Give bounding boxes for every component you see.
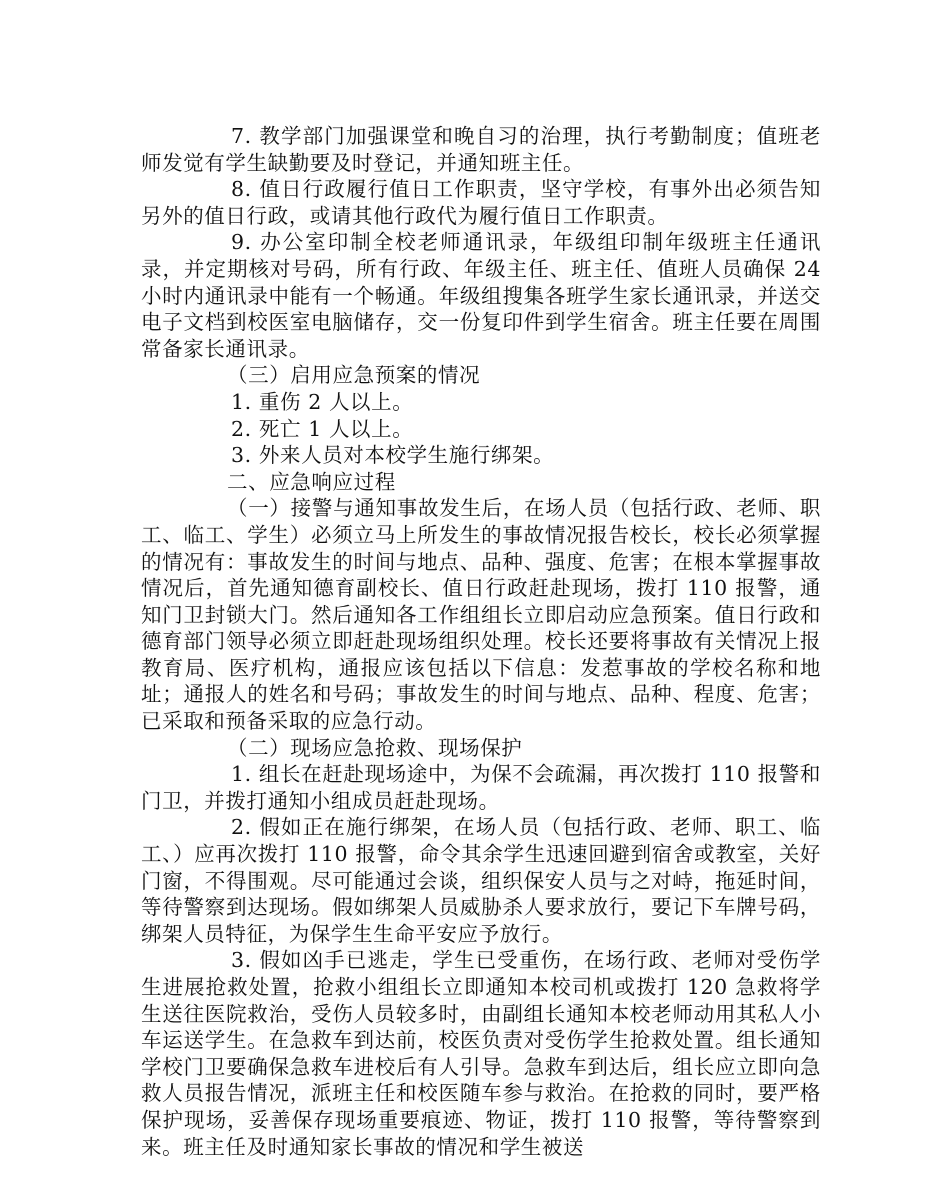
section-heading-activation: （三）启用应急预案的情况 xyxy=(227,363,481,388)
list-item-condition-2: 2. 死亡 1 人以上。 xyxy=(231,416,414,441)
paragraph-rescue-1: 1. 组长在赶赴现场途中，为保不会疏漏，再次拨打 110 报警和门卫，并拨打通知小组成员赶赴现场。 xyxy=(141,762,821,813)
paragraph-rescue-2: 2. 假如正在施行绑架，在场人员（包括行政、老师、职工、临工、）应再次拨打 110 报警，命令其余学生迅速回避到宿舍或教室，关好门窗，不得围观。尽可能通过会谈，组织保安人员与之对峙，拖延时间，等待警察到达现场。假如绑架人员威胁杀人要求放行，要记下车牌号码，绑架人员特征，为保学生生命平安应予放行。 xyxy=(141,815,821,946)
document-body xyxy=(141,123,821,1160)
paragraph-item-9: 9. 办公室印制全校老师通讯录，年级组印制年级班主任通讯录，并定期核对号码，所有行政、年级主任、班主任、值班人员确保 24 小时内通讯录中能有一个畅通。年级组搜集各班学生家长通讯录，并送交电子文档到校医室电脑储存，交一份复印件到学生宿舍。班主任要在周围常备家长通讯录。 xyxy=(141,230,821,361)
list-item-condition-1: 1. 重伤 2 人以上。 xyxy=(231,389,414,414)
paragraph-rescue-3: 3. 假如凶手已逃走，学生已受重伤，在场行政、老师对受伤学生进展抢救处置，抢救小组组长立即通知本校司机或拨打 120 急救将学生送往医院救治，受伤人员较多时，由副组长通知本校老师动用其私人小车运送学生。在急救车到达前，校医负责对受伤学生抢救处置。组长通知学校门卫要确保急救车进校后有人引导。急救车到达后，组长应立即向急救人员报告情况，派班主任和校医随车参与救治。在抢救的同时，要严格保护现场，妥善保存现场重要痕迹、物证，拨打 110 报警，等待警察到来。班主任及时通知家长事故的情况和学生被送 xyxy=(141,948,821,1159)
paragraph-notification: （一）接警与通知事故发生后，在场人员（包括行政、老师、职工、临工、学生）必须立马上所发生的事故情况报告校长，校长必须掌握的情况有：事故发生的时间与地点、品种、强度、危害；在根本掌握事故情况后，首先通知德育副校长、值日行政赶赴现场，拨打 110 报警，通知门卫封锁大门。然后通知各工作组组长立即启动应急预案。值日行政和德育部门领导必须立即赶赴现场组织处理。校长还要将事故有关情况上报教育局、医疗机构，通报应该包括以下信息：发惹事故的学校名称和地址；通报人的姓名和号码；事故发生的时间与地点、品种、程度、危害；已采取和预备采取的应急行动。 xyxy=(141,496,821,734)
paragraph-item-7: 7. 教学部门加强课堂和晚自习的治理，执行考勤制度；值班老师发觉有学生缺勤要及时登记，并通知班主任。 xyxy=(141,124,821,175)
section-heading-rescue: （二）现场应急抢救、现场保护 xyxy=(227,735,523,760)
section-heading-response: 二、应急响应过程 xyxy=(227,469,396,494)
list-item-condition-3: 3. 外来人员对本校学生施行绑架。 xyxy=(231,443,555,468)
paragraph-item-8: 8. 值日行政履行值日工作职责，坚守学校，有事外出必须告知另外的值日行政，或请其他行政代为履行值日工作职责。 xyxy=(141,177,821,228)
